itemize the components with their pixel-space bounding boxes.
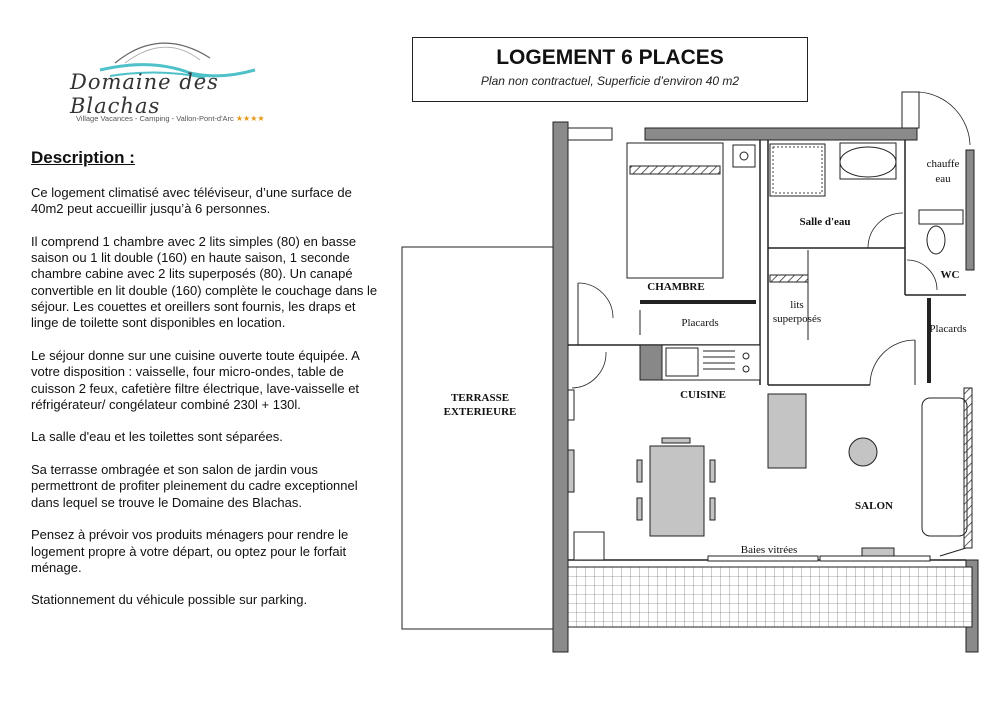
round-table bbox=[849, 438, 877, 466]
logo-stars: ★★★★ bbox=[235, 114, 265, 123]
description-paragraph: Ce logement climatisé avec téléviseur, d’une surface de 40m2 peut accueillir jusqu’à 6 personnes. bbox=[31, 185, 352, 217]
page-title: LOGEMENT 6 PLACES bbox=[496, 46, 724, 69]
floor-plan bbox=[400, 90, 1000, 660]
label-chambre: CHAMBRE bbox=[647, 281, 705, 293]
label-wc: WC bbox=[940, 269, 960, 281]
description-paragraph: Stationnement du véhicule possible sur parking. bbox=[31, 592, 308, 608]
door-swing-bunk bbox=[870, 340, 915, 385]
label-lits-2: superposés bbox=[772, 313, 822, 325]
terrace-area bbox=[402, 247, 554, 629]
label-chauffe-2: eau bbox=[935, 173, 951, 185]
window-top bbox=[568, 128, 612, 140]
label-salle-eau: Salle d'eau bbox=[799, 216, 851, 228]
tv-unit bbox=[862, 548, 894, 556]
label-terrasse-2: EXTERIEURE bbox=[443, 406, 517, 418]
toilet bbox=[927, 226, 945, 254]
sink bbox=[840, 147, 896, 177]
sofa bbox=[922, 398, 967, 536]
description-paragraph: Le séjour donne sur une cuisine ouverte toute équipée. A votre disposition : vaisselle, four micro-ondes, table de cuisson 2 feux, cafetière filtre électrique, lave-vaisselle et réfrigérateur/ congélateur combiné 230l + 130l. bbox=[31, 347, 360, 412]
page-subtitle: Plan non contractuel, Superficie d’environ 40 m2 bbox=[480, 74, 740, 88]
bed-double bbox=[627, 143, 723, 278]
bunk-headboard bbox=[770, 275, 808, 282]
description-heading-colon: : bbox=[124, 148, 135, 167]
door-swing-chauffe bbox=[919, 92, 970, 145]
description-body bbox=[31, 185, 381, 625]
placards-door bbox=[640, 300, 756, 304]
wall-top-right bbox=[902, 92, 919, 128]
logo-tagline-text: Village Vacances - Camping - Vallon-Pont-d'Arc bbox=[76, 114, 234, 123]
kitchen-sink bbox=[666, 348, 698, 376]
bed-headboard bbox=[630, 166, 720, 174]
label-terrasse-1: TERRASSE bbox=[450, 392, 510, 404]
door-swing-bath bbox=[868, 213, 903, 248]
label-placards-chambre: Placards bbox=[681, 317, 719, 329]
description-heading bbox=[31, 148, 135, 168]
description-paragraph: Il comprend 1 chambre avec 2 lits simples (80) en basse saison ou 1 lit double (160) en haute saison, 1 seconde chambre cabine avec 2 lits superposés (80). Un canapé convertible en lit double (160) complète le couchage dans le séjour. Les couettes et oreillers sont fournis, les draps et linge de toilette sont disponibles en location. bbox=[31, 233, 378, 331]
terrace-deck bbox=[568, 567, 972, 627]
glass-bay-left bbox=[708, 556, 818, 561]
label-cuisine: CUISINE bbox=[680, 389, 726, 401]
description-paragraph: Sa terrasse ombragée et son salon de jardin vous permettront de profiter pleinement du cadre exceptionnel dans lequel se trouve le Domaine des Blachas. bbox=[31, 462, 358, 510]
logo-tagline bbox=[76, 114, 265, 123]
description-heading-text: Description bbox=[31, 148, 125, 167]
glass-bay-right bbox=[820, 556, 930, 561]
fridge bbox=[768, 394, 806, 468]
logo bbox=[40, 18, 300, 133]
cabinet bbox=[574, 532, 604, 560]
label-chauffe-1: chauffe bbox=[926, 158, 960, 170]
placards-right-door bbox=[927, 298, 931, 383]
wall-left bbox=[553, 122, 568, 652]
label-lits-1: lits bbox=[790, 299, 804, 311]
wall-top bbox=[645, 128, 917, 140]
logo-name: Domaine des Blachas bbox=[70, 70, 219, 118]
label-placards-right: Placards bbox=[929, 323, 967, 335]
description-paragraph: Pensez à prévoir vos produits ménagers pour rendre le logement propre à votre départ, ou optez pour le forfait ménage. bbox=[31, 527, 349, 575]
door-swing-chambre bbox=[578, 283, 613, 318]
door-swing-entrance bbox=[572, 352, 606, 388]
description-paragraph: La salle d'eau et les toilettes sont séparées. bbox=[31, 429, 283, 445]
wall-right-upper bbox=[966, 150, 974, 270]
label-baies: Baies vitrées bbox=[740, 544, 798, 556]
label-salon: SALON bbox=[855, 500, 893, 512]
sofa-back bbox=[964, 388, 972, 548]
door-swing-wc bbox=[907, 260, 937, 290]
dining-table bbox=[650, 446, 704, 536]
